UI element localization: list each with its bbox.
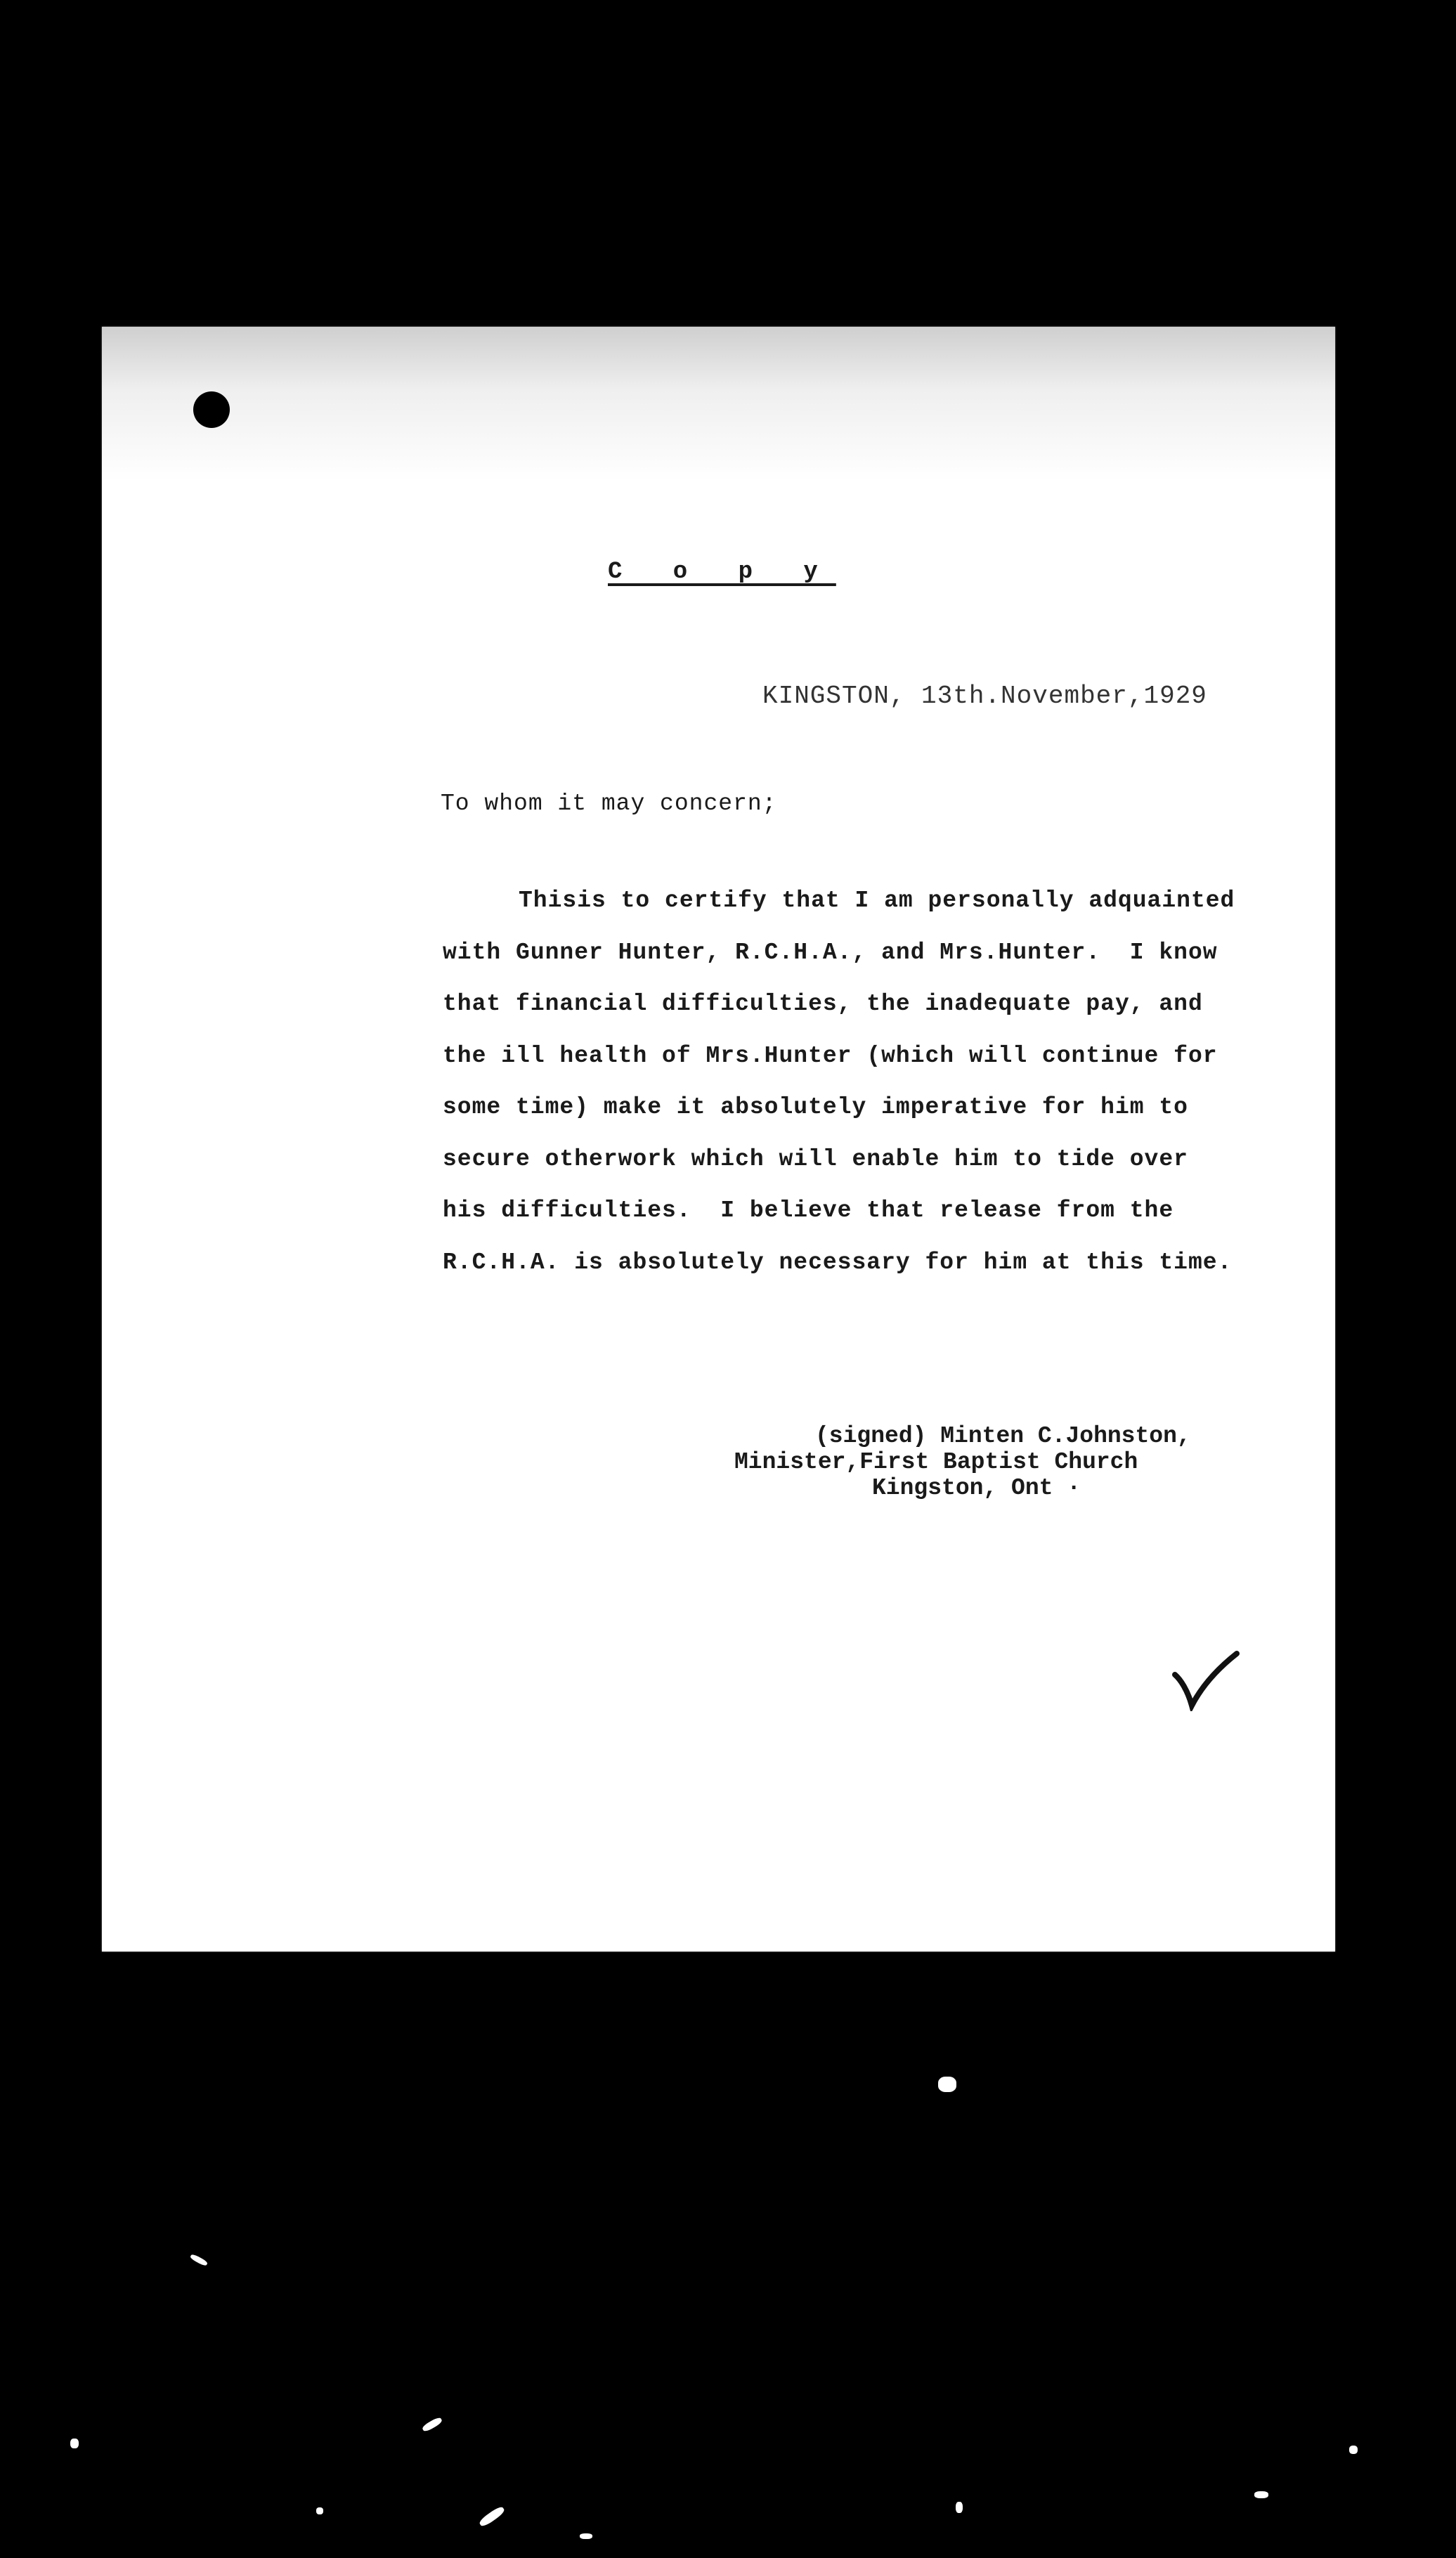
letter-body [443, 888, 1314, 1301]
signature-block [629, 1423, 1191, 1501]
signature-name: (signed) Minten C.Johnston, [815, 1423, 1191, 1449]
film-speck [580, 2533, 592, 2539]
signature-title: Minister,First Baptist Church [734, 1449, 1138, 1475]
punch-hole [193, 391, 230, 428]
body-line: Thisis to certify that I am personally adquainted [519, 888, 1235, 914]
film-speck [956, 2502, 963, 2513]
film-speck [1254, 2491, 1268, 2498]
film-speck [190, 2253, 209, 2266]
film-speck [1349, 2446, 1358, 2454]
film-speck [70, 2439, 79, 2448]
document-sheet [102, 327, 1335, 1952]
film-speck [316, 2507, 323, 2514]
body-line: his difficulties. I believe that release from the [443, 1197, 1174, 1223]
body-line: R.C.H.A. is absolutely necessary for him at this time. [443, 1249, 1233, 1275]
film-speck [422, 2416, 443, 2433]
film-speck [478, 2505, 506, 2528]
body-line: some time) make it absolutely imperative for him to [443, 1094, 1188, 1120]
body-line: with Gunner Hunter, R.C.H.A., and Mrs.Hunter. I know [443, 939, 1218, 966]
film-speck [938, 2077, 956, 2092]
body-line: the ill health of Mrs.Hunter (which will continue for [443, 1042, 1218, 1069]
signature-location: Kingston, Ont · [872, 1475, 1081, 1501]
body-line: that financial difficulties, the inadequate pay, and [443, 991, 1203, 1017]
body-line: secure otherwork which will enable him to tide over [443, 1145, 1188, 1172]
salutation: To whom it may concern; [441, 791, 777, 817]
date-line: KINGSTON, 13th.November,1929 [762, 682, 1207, 710]
document-heading: C o p y [608, 559, 836, 585]
handwritten-check-mark-icon [1166, 1648, 1244, 1711]
